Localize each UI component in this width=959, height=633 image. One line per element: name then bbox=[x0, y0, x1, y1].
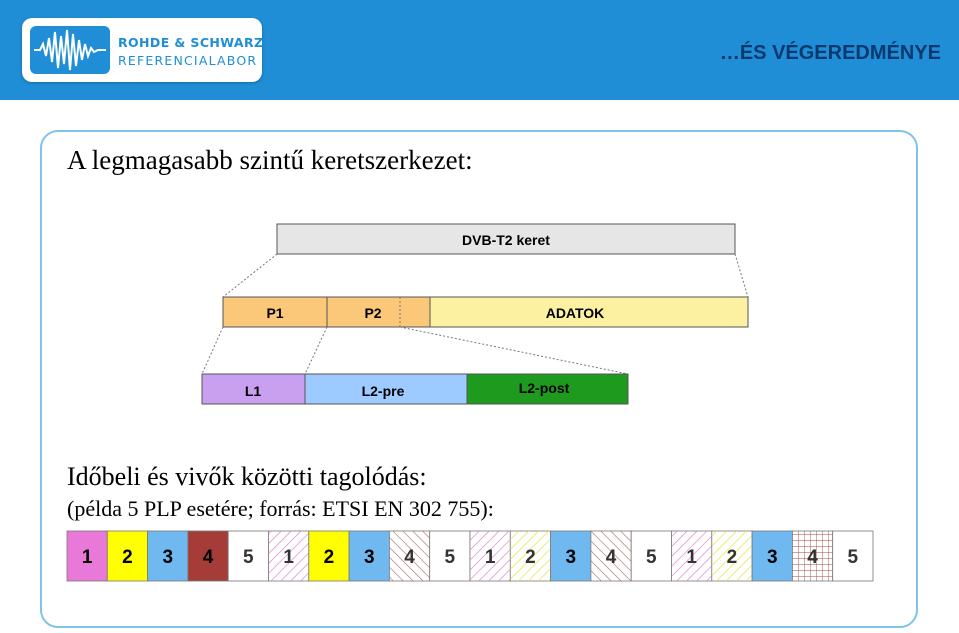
plp-cell-label: 3 bbox=[766, 547, 778, 568]
l1-label: L1 bbox=[244, 383, 262, 399]
plp-cell-label: 4 bbox=[605, 547, 617, 568]
heading-time-frequency: Időbeli és vivők közötti tagolódás: bbox=[67, 462, 427, 491]
plp-cell-label: 2 bbox=[122, 547, 133, 568]
connector-line bbox=[735, 254, 748, 297]
logo-text-lab: REFERENCIALABOR bbox=[118, 53, 258, 68]
logo-text-brand: ROHDE & SCHWARZ bbox=[118, 35, 264, 50]
connector-line bbox=[305, 327, 327, 374]
p2-label: P2 bbox=[364, 305, 382, 321]
plp-cell-label: 4 bbox=[202, 547, 214, 568]
dvb-t2-frame-label: DVB-T2 keret bbox=[462, 232, 550, 248]
plp-cell-label: 3 bbox=[363, 547, 375, 568]
p1-label: P1 bbox=[266, 305, 284, 321]
l2-post-label: L2-post bbox=[518, 380, 570, 396]
plp-cell-label: 5 bbox=[646, 547, 657, 568]
slide-title: …ÉS VÉGEREDMÉNYE bbox=[719, 42, 941, 64]
heading-frame-structure: A legmagasabb szintű keretszerkezet: bbox=[67, 145, 473, 175]
l2-pre-label: L2-pre bbox=[361, 383, 405, 399]
plp-cell-label: 2 bbox=[525, 547, 536, 568]
plp-strip bbox=[67, 531, 873, 581]
plp-cell-label: 1 bbox=[484, 547, 496, 568]
plp-cell-label: 5 bbox=[444, 547, 456, 568]
data-label: ADATOK bbox=[545, 305, 605, 321]
plp-cell-label: 4 bbox=[404, 547, 415, 568]
connector-line bbox=[202, 327, 223, 374]
plp-cell-label: 3 bbox=[162, 547, 174, 568]
plp-cell-label: 2 bbox=[323, 547, 335, 568]
plp-cell-label: 5 bbox=[243, 547, 254, 568]
connector-line bbox=[223, 254, 277, 297]
plp-cell-label: 1 bbox=[283, 547, 294, 568]
connector-line bbox=[400, 327, 628, 374]
plp-cell-label: 3 bbox=[565, 547, 577, 568]
plp-cell-label: 1 bbox=[81, 547, 93, 568]
plp-cell-label: 1 bbox=[686, 547, 697, 568]
plp-cell-label: 5 bbox=[847, 547, 859, 568]
plp-cell-label: 4 bbox=[807, 547, 818, 568]
plp-cell-label: 2 bbox=[726, 547, 738, 568]
heading-example-source: (példa 5 PLP esetére; forrás: ETSI EN 302 755): bbox=[67, 496, 494, 521]
